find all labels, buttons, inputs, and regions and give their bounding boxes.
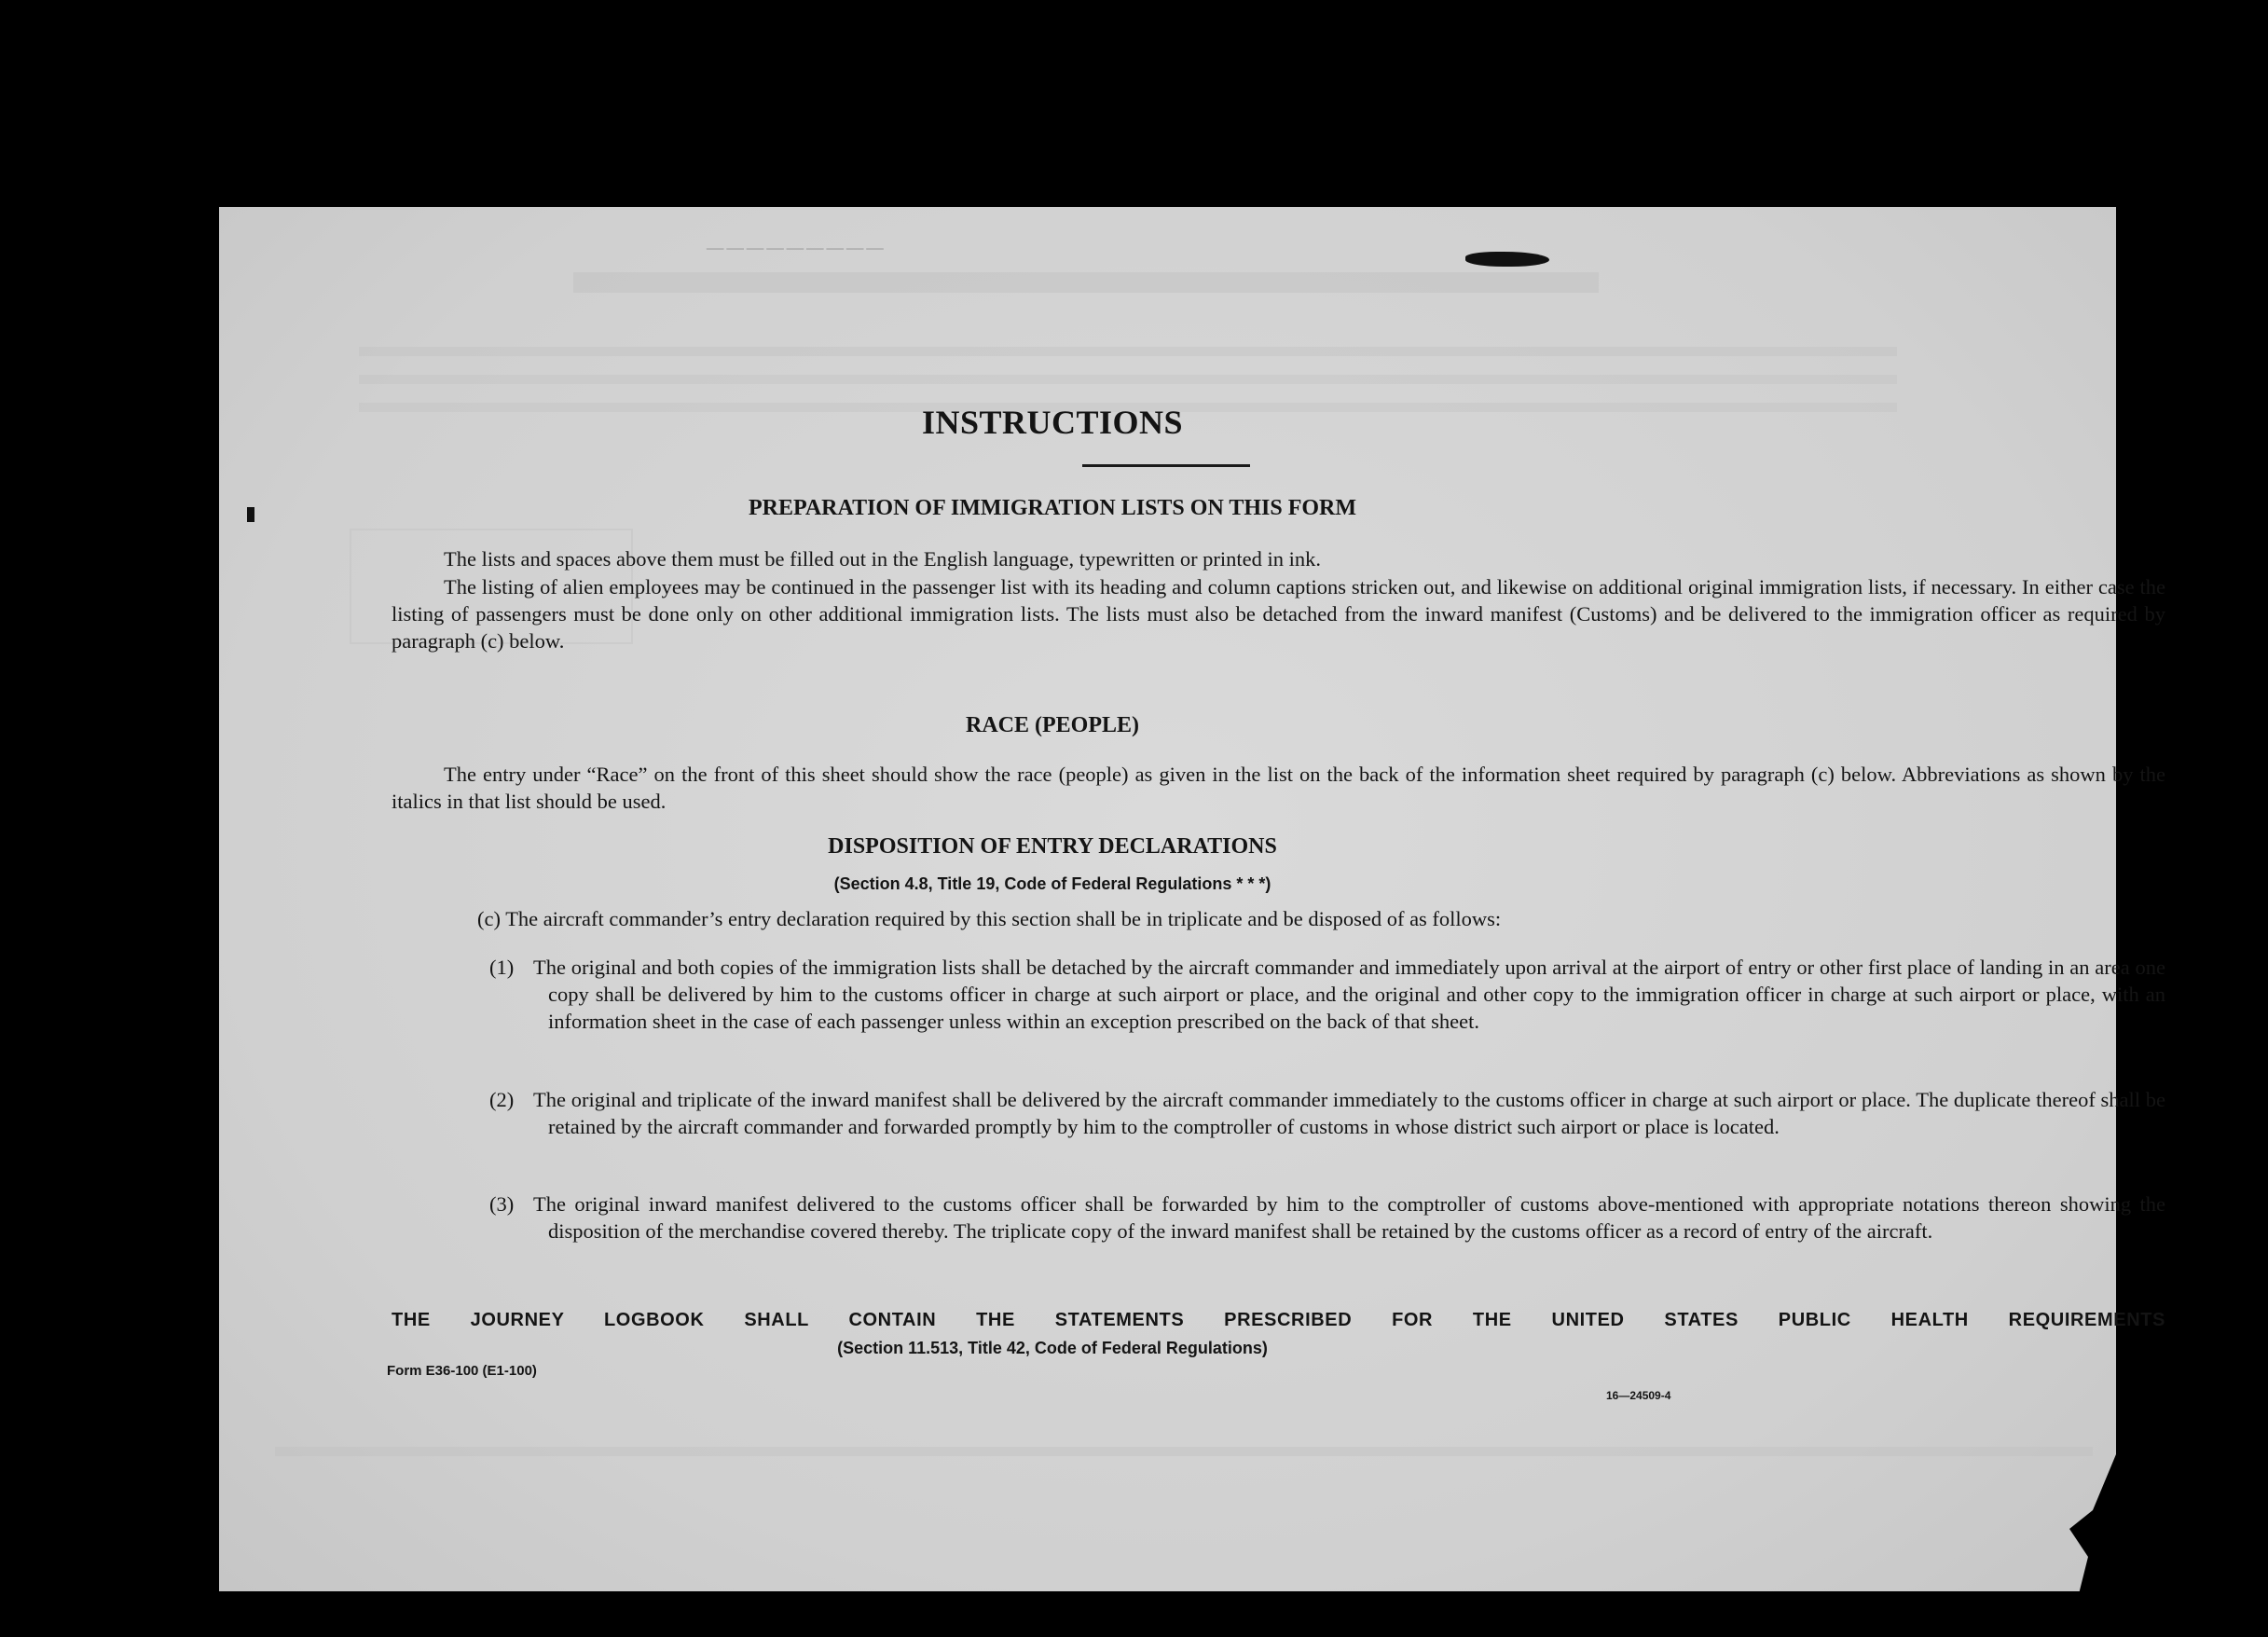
- bleed-through-texture: ─────────: [704, 235, 884, 262]
- paragraph-preparation-1: [392, 545, 2165, 572]
- list-item-text: [489, 1190, 2165, 1245]
- paragraph-text: The lists and spaces above them must be filled out in the English language, typewritten or printed in ink.: [444, 547, 1322, 571]
- list-item-text-content: The original inward manifest delivered to the customs officer shall be forwarded by him to the comptroller of customs above-mentioned with appropriate notations thereon showing the disposition of the merchandise covered thereby. The triplicate copy of the inward manifest shall be retained by the customs officer as a record of entry of the aircraft.: [533, 1192, 2165, 1243]
- paragraph-race: [392, 761, 2165, 815]
- paragraph-text: The entry under “Race” on the front of this sheet should show the race (people) as given in the list on the back of the information sheet required by paragraph (c) below. Abbreviations as shown by the italics in that list should be used.: [392, 763, 2165, 813]
- section-heading-preparation: PREPARATION OF IMMIGRATION LISTS ON THIS FORM: [748, 496, 1357, 520]
- list-item-1: [489, 954, 2165, 1035]
- section-heading-disposition: DISPOSITION OF ENTRY DECLARATIONS: [828, 834, 1277, 859]
- list-item-number: (2): [489, 1088, 515, 1111]
- list-item-number: (1): [489, 956, 515, 979]
- paragraph-text: The listing of alien employees may be continued in the passenger list with its heading and column captions stricken out, and likewise on additional original immigration lists, if necessary. In either case the listing of passengers must be done only on other additional immigration lists. The lists must also be detached from the inward manifest (Customs) and be delivered to the immigration officer as required by paragraph (c) below.: [392, 575, 2165, 653]
- paragraph-preparation-2: [392, 573, 2165, 654]
- paragraph-text: (c) The aircraft commander’s entry declaration required by this section shall be in triplicate and be disposed of as follows:: [477, 907, 1502, 930]
- list-item-text-content: The original and triplicate of the inward manifest shall be delivered by the aircraft commander immediately to the customs officer in charge at such airport or place. The duplicate thereof shall be retained by the aircraft commander and forwarded promptly by him to the comptroller of customs in whose district such airport or place is located.: [533, 1088, 2165, 1138]
- title-underline: [1082, 464, 1250, 467]
- paper-sheet: [219, 207, 2165, 1591]
- list-item-2: [489, 1086, 2165, 1140]
- page-title: INSTRUCTIONS: [921, 404, 1184, 441]
- list-item-text: [489, 1086, 2165, 1140]
- section-citation: (Section 4.8, Title 19, Code of Federal Regulations * * *): [833, 874, 1271, 893]
- form-number: Form E36-100 (E1-100): [387, 1363, 537, 1379]
- torn-corner: [2023, 1454, 2135, 1594]
- footer-citation: (Section 11.513, Title 42, Code of Federal Regulations): [837, 1339, 1268, 1357]
- list-item-text: [489, 954, 2165, 1035]
- list-item-number: (3): [489, 1192, 515, 1216]
- section-heading-race: RACE (PEOPLE): [966, 713, 1139, 737]
- footer-statement: THE JOURNEY LOGBOOK SHALL CONTAIN THE STATEMENTS PRESCRIBED FOR THE UNITED STATES PUBLIC HEALTH REQUIREMENTS: [392, 1310, 2165, 1330]
- print-code: 16—24509-4: [1606, 1389, 1671, 1402]
- paragraph-disposition-intro: [392, 905, 2165, 932]
- list-item-3: [489, 1190, 2165, 1245]
- list-item-text-content: The original and both copies of the immigration lists shall be detached by the aircraft commander and immediately upon arrival at the airport of entry or other first place of landing in an area one copy shall be delivered by him to the customs officer in charge at such airport or place, and the original and other copy to the immigration officer in charge at such airport or place, with an information sheet in the case of each passenger unless within an exception prescribed on the back of that sheet.: [533, 956, 2165, 1033]
